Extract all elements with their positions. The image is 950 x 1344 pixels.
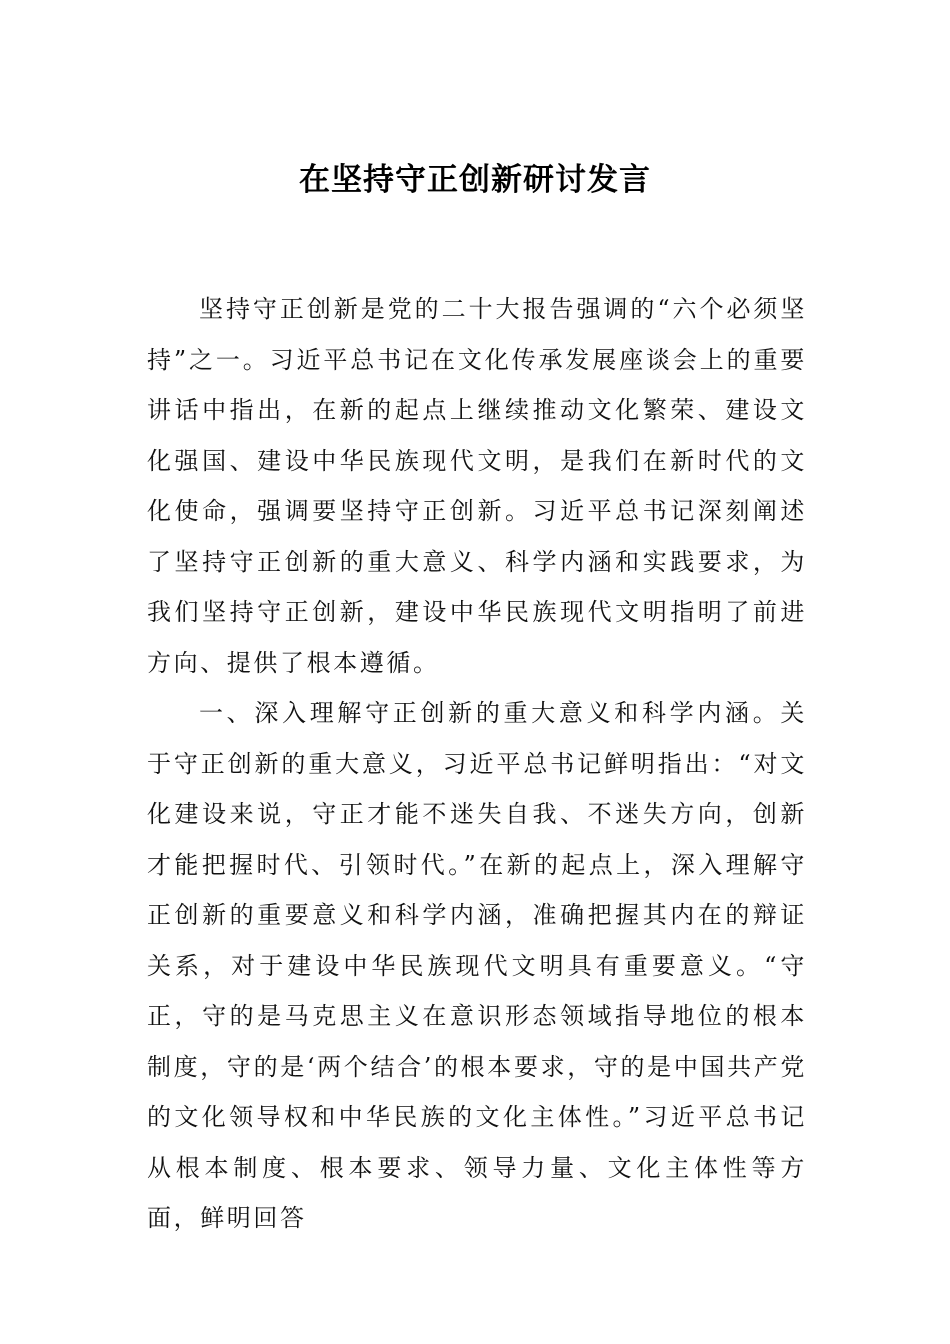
- paragraph-section-one: 一、深入理解守正创新的重大意义和科学内涵。关于守正创新的重大意义，习近平总书记鲜明指出：“对文化建设来说，守正才能不迷失自我、不迷失方向，创新才能把握时代、引领时代。”在新的起点上，深入理解守正创新的重要意义和科学内涵，准确把握其内在的辩证关系，对于建设中华民族现代文明具有重要意义。“守正，守的是马克思主义在意识形态领域指导地位的根本制度，守的是‘两个结合’的根本要求，守的是中国共产党的文化领导权和中华民族的文化主体性。”习近平总书记从根本制度、根本要求、领导力量、文化主体性等方面，鲜明回答: [147, 699, 807, 1232]
- paragraph-intro: 坚持守正创新是党的二十大报告强调的“六个必须坚持”之一。习近平总书记在文化传承发展座谈会上的重要讲话中指出，在新的起点上继续推动文化繁荣、建设文化强国、建设中华民族现代文明，是我们在新时代的文化使命，强调要坚持守正创新。习近平总书记深刻阐述了坚持守正创新的重大意义、科学内涵和实践要求，为我们坚持守正创新，建设中华民族现代文明指明了前进方向、提供了根本遵循。: [147, 295, 807, 677]
- document-body: [147, 284, 807, 1244]
- document-title: 在坚持守正创新研讨发言: [299, 162, 651, 198]
